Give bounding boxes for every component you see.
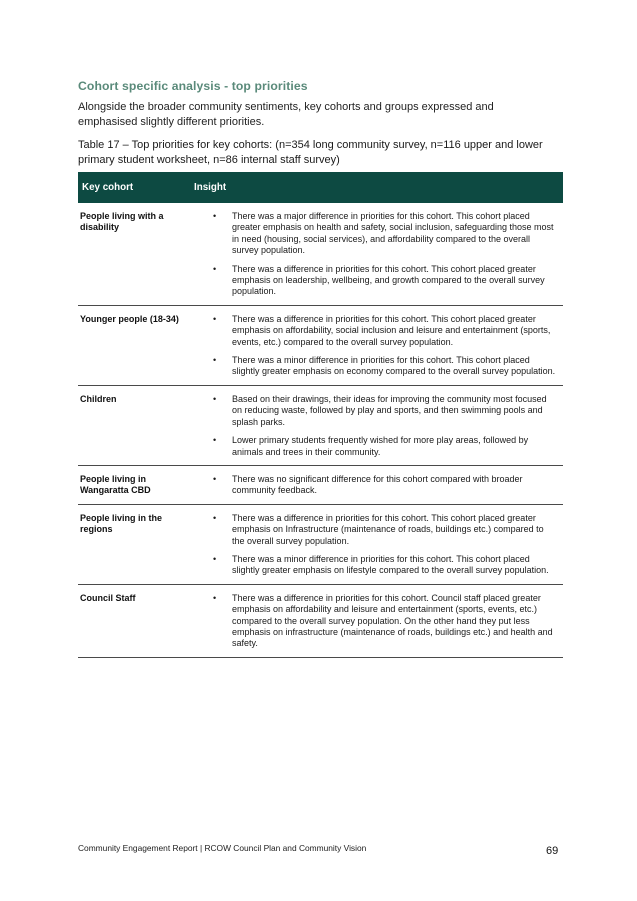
bullet-icon: •	[213, 313, 217, 324]
bullet-icon: •	[213, 592, 217, 603]
insight-text: There was a difference in priorities for this cohort. This cohort placed greater emphasis on leadership, wellbeing, and growth compared to the overall survey population.	[232, 263, 545, 297]
insight-text: There was a minor difference in priorities for this cohort. This cohort placed slightly greater emphasis on lifestyle compared to the overall survey population.	[232, 553, 549, 576]
cohort-name: Children	[80, 393, 117, 404]
bullet-icon: •	[213, 393, 217, 404]
cohort-name: Council Staff	[80, 592, 136, 603]
insight-list	[194, 211, 563, 298]
insight-list	[194, 474, 563, 497]
insight-item	[194, 355, 563, 378]
insight-item	[194, 394, 563, 428]
insight-list	[194, 513, 563, 577]
insight-list	[194, 314, 563, 378]
table-row	[78, 386, 563, 466]
bullet-icon: •	[213, 435, 217, 446]
page-number: 69	[546, 845, 559, 857]
insight-text: Based on their drawings, their ideas for improving the community most focused on reducing waste, followed by play and sports, and then swimming pools and splash parks.	[232, 393, 547, 427]
insight-text: There was a difference in priorities for this cohort. This cohort placed greater emphasis on Infrastructure (maintenance of roads, buildings etc.) compared to the overall survey population.	[232, 512, 544, 546]
bullet-icon: •	[213, 263, 217, 274]
table-header-row	[78, 172, 563, 203]
section-heading: Cohort specific analysis - top priorities	[78, 79, 308, 93]
insight-text: Lower primary students frequently wished for more play areas, followed by animals and trees in their community.	[232, 435, 529, 457]
footer-text: Community Engagement Report | RCOW Council Plan and Community Vision	[78, 843, 367, 853]
insight-list	[194, 394, 563, 458]
cohort-priorities-table	[78, 172, 563, 658]
table-row	[78, 505, 563, 585]
bullet-icon: •	[213, 553, 217, 564]
insight-text: There was a difference in priorities for this cohort. Council staff placed greater emphasis on affordability and leisure and entertainment (sports, events, etc.) compared to the overall survey population. On the other hand they put less emphasis on infrastructure (maintenance of roads, buildings etc.) and health and safety.	[232, 592, 553, 649]
table-row	[78, 585, 563, 658]
table-body	[78, 203, 563, 658]
insight-item	[194, 474, 563, 497]
insight-item	[194, 593, 563, 650]
insight-item	[194, 314, 563, 348]
table-row	[78, 306, 563, 386]
insight-list	[194, 593, 563, 650]
bullet-icon: •	[213, 473, 217, 484]
cohort-name: People living with a disability	[80, 211, 164, 232]
cohort-name: Younger people (18-34)	[80, 313, 179, 324]
bullet-icon: •	[213, 211, 217, 221]
table-caption: Table 17 – Top priorities for key cohorts: (n=354 long community survey, n=116 upper and lower primary student worksheet, n=86 internal staff survey)	[78, 139, 543, 166]
column-header-insight: Insight	[194, 182, 227, 193]
intro-paragraph: Alongside the broader community sentiments, key cohorts and groups expressed and emphasised slightly different priorities.	[78, 101, 494, 128]
insight-item	[194, 264, 563, 298]
bullet-icon: •	[213, 355, 217, 366]
bullet-icon: •	[213, 512, 217, 523]
insight-item	[194, 513, 563, 547]
insight-text: There was no significant difference for this cohort compared with broader community feedback.	[232, 473, 523, 496]
insight-item	[194, 211, 563, 257]
table-row	[78, 466, 563, 505]
insight-text: There was a minor difference in priorities for this cohort. This cohort placed slightly greater emphasis on economy compared to the overall survey population.	[232, 355, 556, 377]
insight-text: There was a major difference in priorities for this cohort. This cohort placed greater emphasis on health and safety, social inclusion, safeguarding those most in need (housing, social services), and affordability compared to the overall survey population.	[232, 211, 554, 256]
table-row	[78, 203, 563, 306]
column-header-key-cohort: Key cohort	[82, 182, 134, 193]
insight-item	[194, 554, 563, 577]
cohort-name: People living in Wangaratta CBD	[80, 473, 151, 495]
insight-item	[194, 435, 563, 458]
cohort-name: People living in the regions	[80, 512, 163, 534]
insight-text: There was a difference in priorities for this cohort. This cohort placed greater emphasis on affordability, social inclusion and leisure and entertainment (sports, events, etc.) compared to the overall survey population.	[232, 313, 551, 347]
